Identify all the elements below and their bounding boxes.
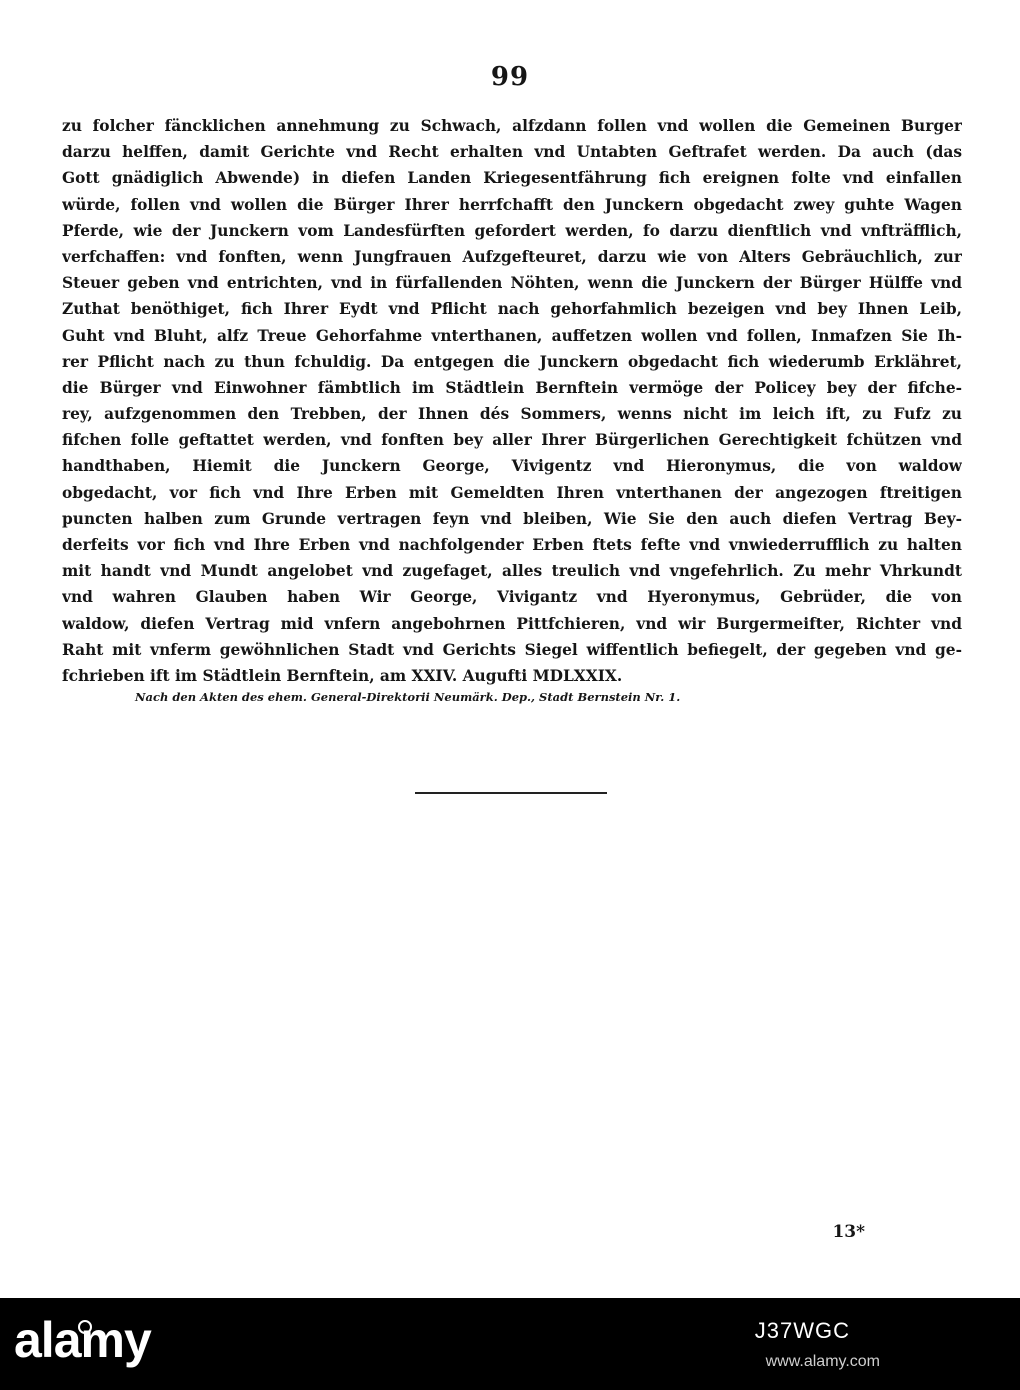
signature-mark: 13* (832, 1222, 865, 1242)
text-line: waldow, diefen Vertrag mid vnfern angebohrnen Pittfchieren, vnd wir Burgermeifter, Richter vnd (62, 614, 962, 633)
text-line: verfchaffen: vnd fonften, wenn Jungfrauen Aufzgefteuret, darzu wie von Alters Gebräuchlich, zur (62, 247, 962, 266)
text-line: die Bürger vnd Einwohner fämbtlich im Städtlein Bernftein vermöge der Policey bey der fifche- (62, 378, 962, 397)
text-line: Zuthat benöthiget, fich Ihrer Eydt vnd Pflicht nach gehorfahmlich bezeigen vnd bey Ihnen Leib, (62, 300, 962, 319)
alamy-logo: alamy (14, 1312, 151, 1368)
body-text (62, 113, 962, 689)
text-line: Guht vnd Bluht, alfz Treue Gehorfahme vnterthanen, auffetzen wollen vnd follen, Inmafzen Sie Ih- (62, 326, 962, 345)
text-line: darzu helffen, damit Gerichte vnd Recht erhalten vnd Untabten Geftrafet werden. Da auch (das (62, 143, 962, 162)
text-line: Gott gnädiglich Abwende) in diefen Landen Kriegesentfährung fich ereignen folte vnd einfallen (62, 169, 962, 188)
page-number: 99 (490, 62, 530, 92)
source-note: Nach den Akten des ehem. General-Direktorii Neumärk. Dep., Stadt Bernstein Nr. 1. (135, 690, 681, 704)
text-line: fifchen folle geftattet werden, vnd fonften bey aller Ihrer Bürgerlichen Gerechtigkeit fchützen vnd (62, 431, 962, 450)
text-line: rer Pflicht nach zu thun fchuldig. Da entgegen die Junckern obgedacht fich wiederumb Erklähret, (62, 352, 962, 371)
text-line: handthaben, Hiemit die Junckern George, Vivigentz vnd Hieronymus, die von waldow (62, 457, 962, 476)
text-line: derfeits vor fich vnd Ihre Erben vnd nachfolgender Erben ftets fefte vnd vnwiederrufflich zu halten (62, 536, 962, 554)
text-line: Pferde, wie der Junckern vom Landesfürften gefordert werden, fo darzu dienftlich vnd vnfträfflich, (62, 221, 962, 240)
text-line: zu folcher fäncklichen annehmung zu Schwach, alfzdann follen vnd wollen die Gemeinen Burger (62, 117, 962, 135)
text-line: Steuer geben vnd entrichten, vnd in fürfallenden Nöhten, wenn die Junckern der Bürger Hülffe vnd (62, 274, 962, 293)
text-line: Raht mit vnferm gewöhnlichen Stadt vnd Gerichts Siegel wiffentlich befiegelt, der gegeben vnd ge- (62, 640, 962, 659)
text-line: vnd wahren Glauben haben Wir George, Vivigantz vnd Hyeronymus, Gebrüder, die von (62, 588, 962, 607)
section-divider (415, 792, 607, 794)
alamy-a-mark-icon (78, 1320, 92, 1334)
text-line: rey, aufzgenommen den Trebben, der Ihnen dés Sommers, wenns nicht im leich ift, zu Fufz zu (62, 405, 962, 424)
text-line: puncten halben zum Grunde vertragen feyn vnd bleiben, Wie Sie den auch diefen Vertrag Bey- (62, 509, 962, 528)
text-line: fchrieben ift im Städtlein Bernftein, am XXIV. Augufti MDLXXIX. (62, 666, 623, 685)
site-url: www.alamy.com (765, 1353, 880, 1370)
text-line: würde, follen vnd wollen die Bürger Ihrer herrfchafft den Junckern obgedacht zwey guhte Wagen (62, 195, 962, 214)
stock-footer-bar (0, 1298, 1020, 1390)
text-line: mit handt vnd Mundt angelobet vnd zugefaget, alles treulich vnd vngefehrlich. Zu mehr Vhrkundt (62, 562, 962, 581)
stock-image-id: J37WGC (754, 1318, 850, 1343)
text-line: obgedacht, vor fich vnd Ihre Erben mit Gemeldten Ihren vnterthanen der angezogen ftreitigen (62, 483, 962, 502)
